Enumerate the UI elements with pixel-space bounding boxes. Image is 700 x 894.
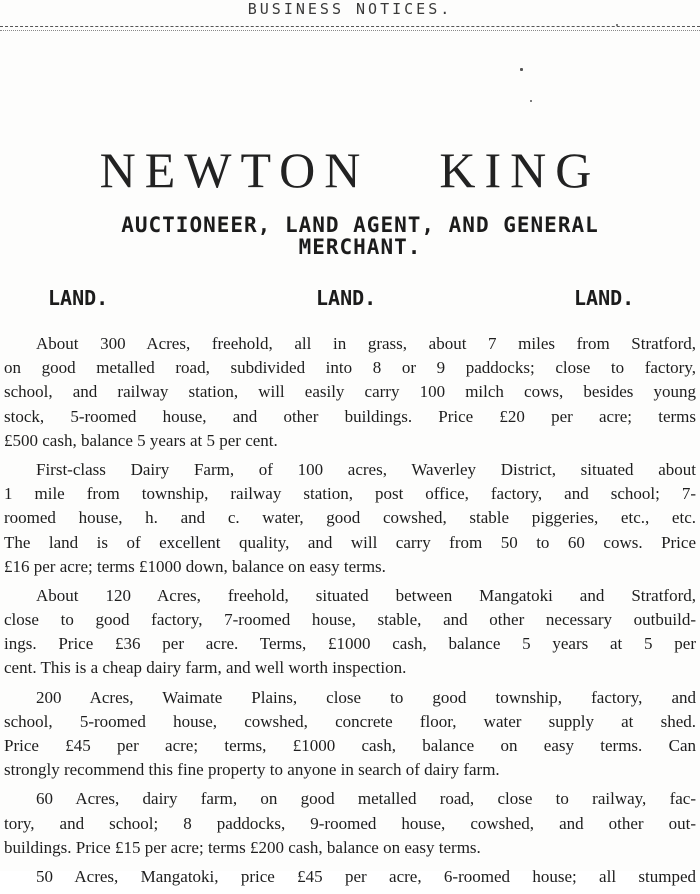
listing-line: close to good factory, 7-roomed house, stable, and other necessary outbuild- — [4, 610, 696, 630]
listing-line: The land is of excellent quality, and will carry from 50 to 60 cows. Price — [4, 532, 696, 552]
listing-paragraph — [4, 865, 696, 889]
listing-line: Price £45 per acre; terms, £1000 cash, balance on easy terms. Can — [4, 736, 696, 755]
listing-line: £500 cash, balance 5 years at 5 per cent. — [4, 430, 278, 450]
listings-body — [4, 332, 696, 894]
listing-line: 50 Acres, Mangatoki, price £45 per acre, 6-roomed house; all stumped — [36, 866, 696, 886]
listing-line: roomed house, h. and c. water, good cowshed, stable piggeries, etc., etc. — [4, 508, 696, 528]
advertiser-name — [0, 142, 700, 198]
listing-line: 200 Acres, Waimate Plains, close to good township, factory, and — [36, 687, 696, 707]
listing-line: school, and railway station, will easily carry 100 milch cows, besides young — [4, 382, 696, 402]
header-rule — [0, 26, 700, 27]
listing-line: stock, 5-roomed house, and other buildings. Price £20 per acre; terms — [4, 406, 696, 426]
running-head: BUSINESS NOTICES. — [247, 0, 453, 18]
listing-line: strongly recommend this fine property to anyone in search of dairy farm. — [4, 760, 500, 780]
listing-paragraph — [4, 787, 696, 860]
advertiser-name-first: NEWTON — [99, 142, 370, 198]
listing-line: cent. This is a cheap dairy farm, and well worth inspection. — [4, 658, 407, 678]
occupation-line-1: AUCTIONEER, LAND AGENT, AND GENERAL — [121, 213, 599, 237]
land-heading: LAND. — [48, 286, 109, 310]
listing-line: 1 mile from township, railway station, post office, factory, and school; 7- — [4, 484, 696, 504]
advertiser-name-last: KING — [439, 142, 601, 198]
print-speck — [520, 68, 523, 71]
listing-paragraph — [4, 332, 696, 453]
listing-paragraph — [4, 686, 696, 783]
land-heading: LAND. — [574, 286, 635, 310]
listing-line: school, 5-roomed house, cowshed, concrete floor, water supply at shed. — [4, 711, 696, 731]
listing-paragraph — [4, 584, 696, 681]
print-speck — [530, 100, 532, 102]
listing-line: About 120 Acres, freehold, situated between Mangatoki and Stratford, — [36, 585, 696, 605]
land-heading: LAND. — [316, 286, 377, 310]
listing-line: 60 Acres, dairy farm, on good metalled road, close to railway, fac- — [36, 789, 696, 809]
listing-line: buildings. Price £15 per acre; terms £200 cash, balance on easy terms. — [4, 837, 481, 857]
listing-paragraph — [4, 458, 696, 579]
advertiser-occupation — [40, 214, 680, 258]
listing-line: ings. Price £36 per acre. Terms, £1000 cash, balance 5 years at 5 per — [4, 634, 696, 654]
listing-line: £16 per acre; terms £1000 down, balance on easy terms. — [4, 556, 386, 576]
print-speck — [616, 24, 618, 26]
listing-line: First-class Dairy Farm, of 100 acres, Waverley District, situated about — [36, 459, 696, 479]
section-headings — [0, 286, 700, 312]
listing-line: tory, and school; 8 paddocks, 9-roomed house, cowshed, and other out- — [4, 813, 696, 833]
listing-line: on good metalled road, subdivided into 8 or 9 paddocks; close to factory, — [4, 358, 696, 378]
header-rule-dotted — [0, 30, 700, 31]
listing-line: About 300 Acres, freehold, all in grass, about 7 miles from Stratford, — [36, 334, 696, 353]
occupation-line-2: MERCHANT. — [298, 235, 422, 259]
